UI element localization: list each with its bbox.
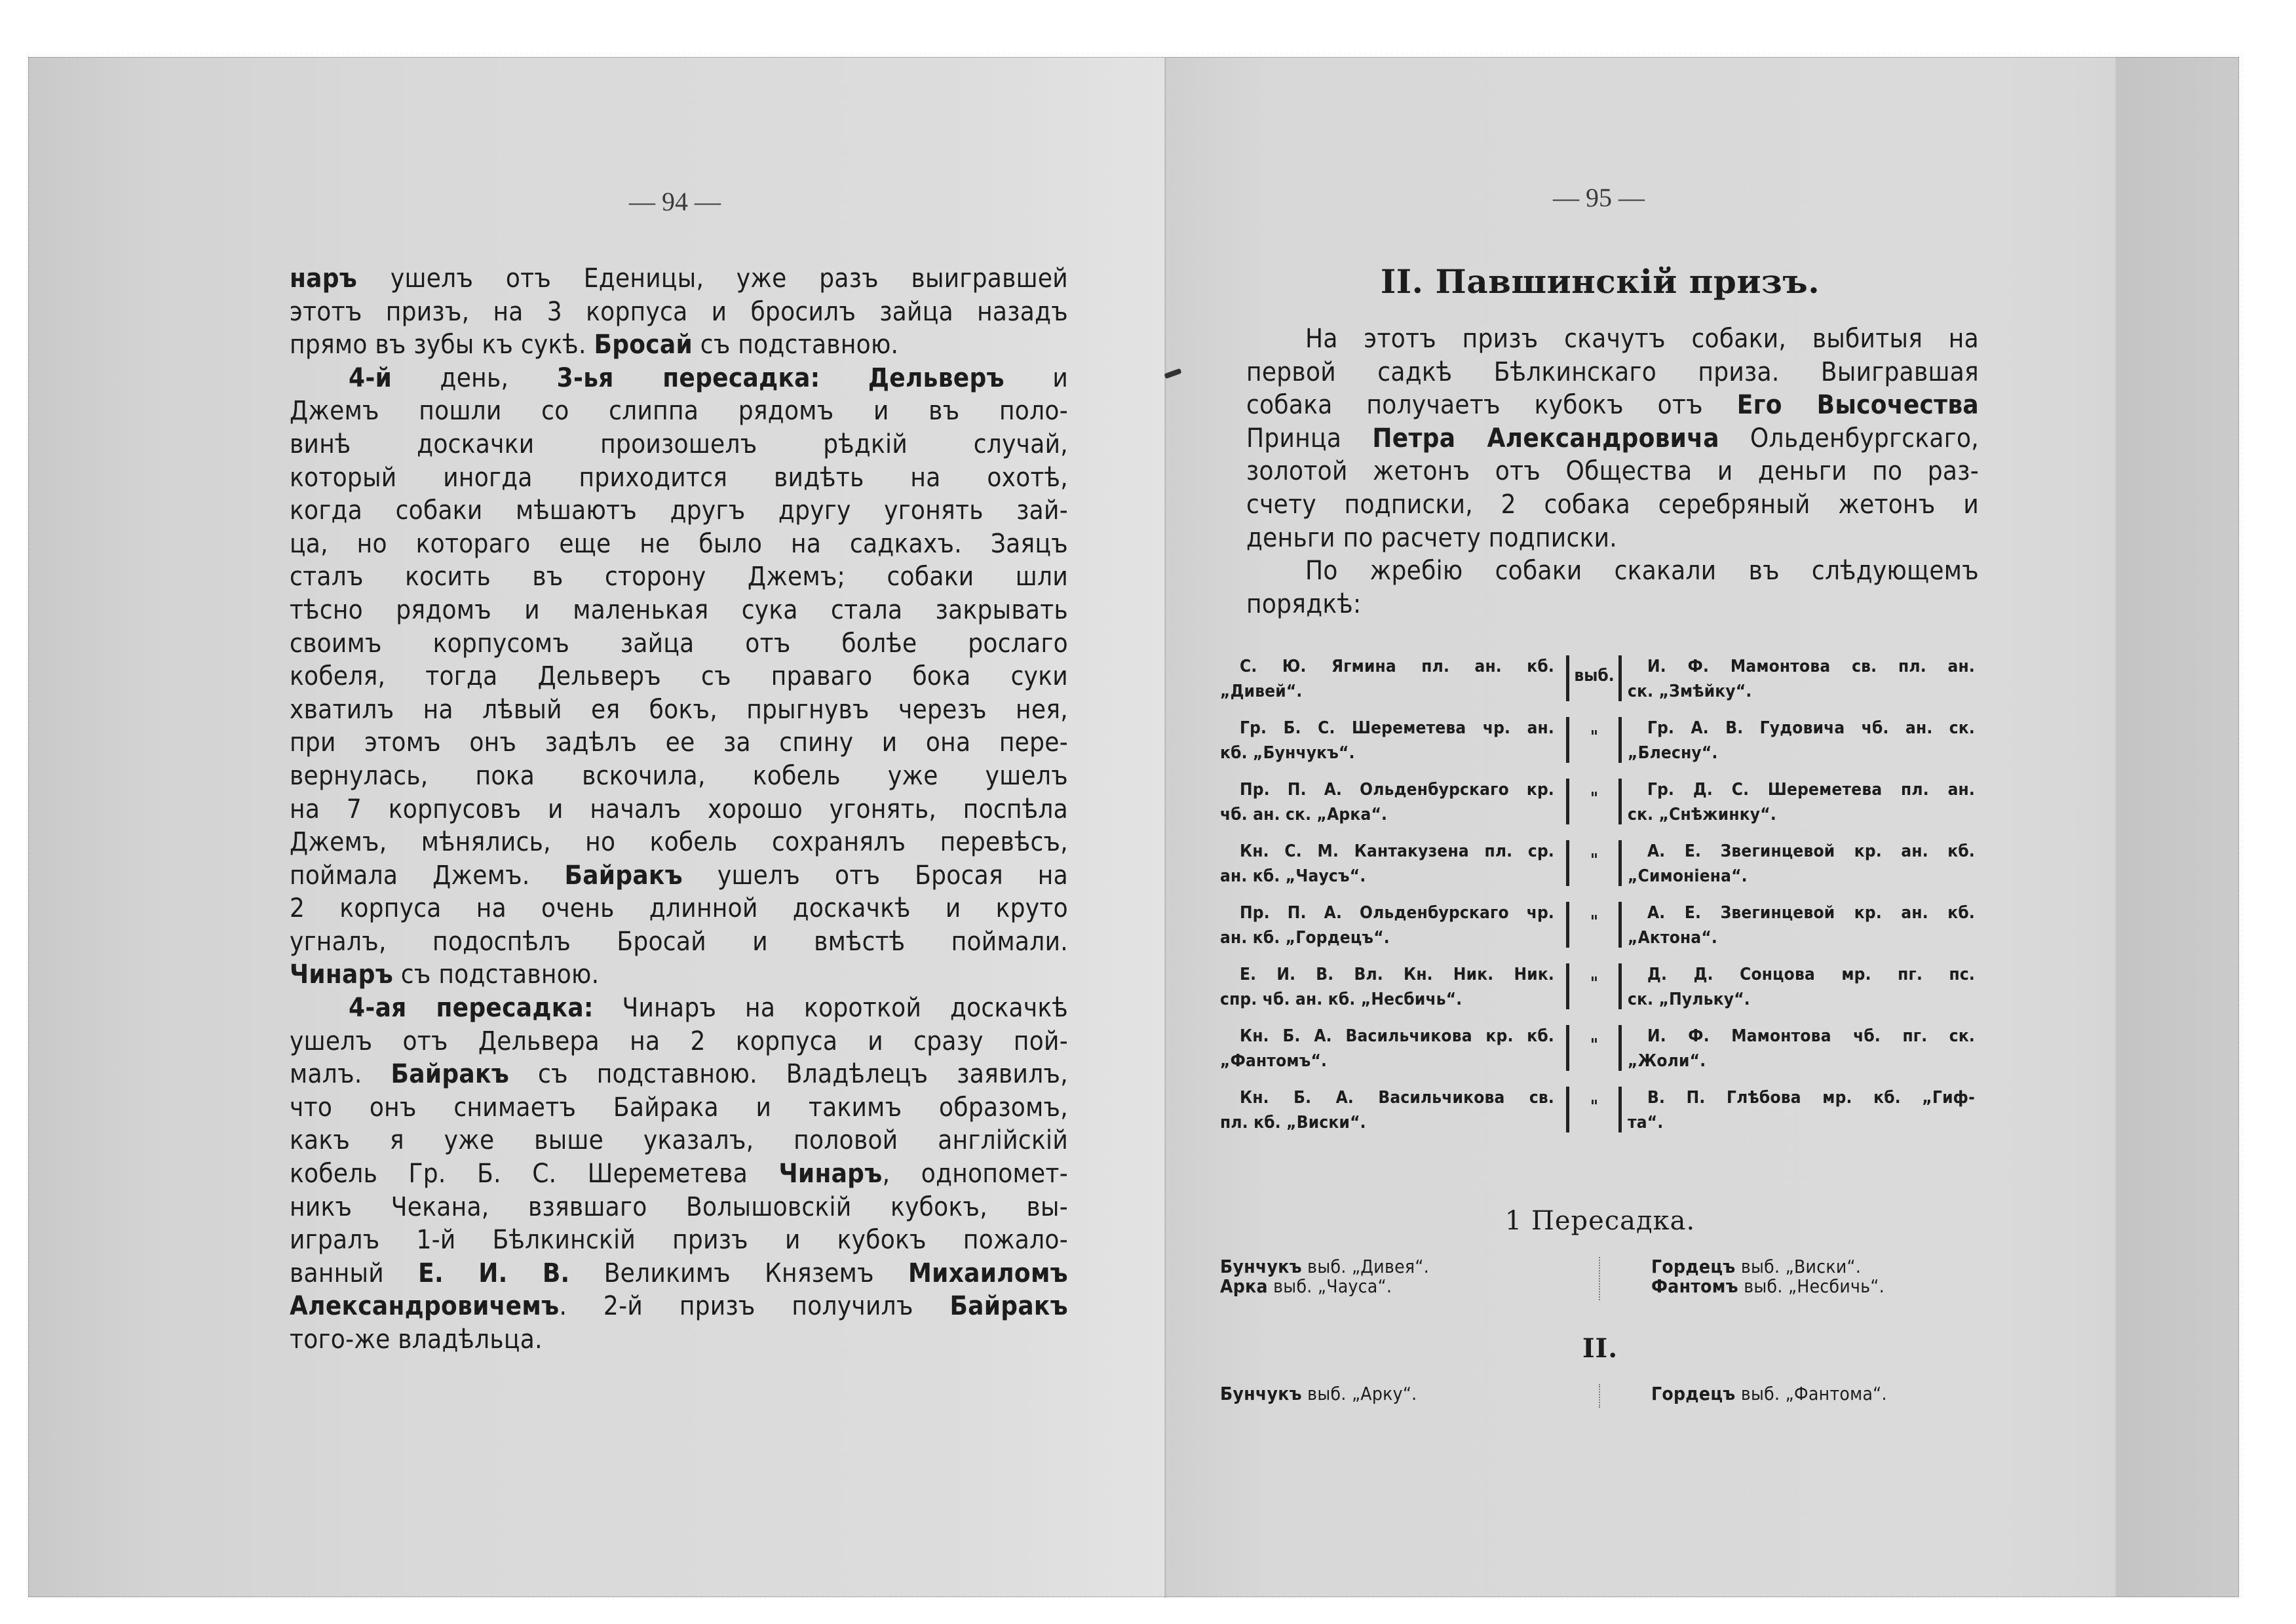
versus-label: "	[1590, 851, 1599, 870]
bold-text: Байракъ	[564, 860, 683, 891]
entry-line: А. Е. Звегинцевой кр. ан. кб.	[1647, 841, 1975, 861]
text-line	[290, 594, 1068, 627]
text-run: На этотъ призъ скачутъ собаки, выбитыя на	[1305, 324, 1979, 354]
text-line	[1246, 422, 1979, 455]
text-line	[290, 328, 1068, 362]
text-line	[290, 1157, 1068, 1191]
text-run: ушелъ отъ Бросая на	[683, 860, 1068, 891]
result-entry	[1651, 1277, 1885, 1296]
text-line	[290, 1025, 1068, 1058]
beat-label: выб.	[1267, 1275, 1318, 1297]
column-rule	[1618, 1025, 1622, 1071]
text-run: съ подставною. Владѣлецъ заявилъ,	[509, 1059, 1068, 1090]
text-line	[1246, 322, 1979, 356]
text-run: на 7 корпусовъ и началъ хорошо угонять, поспѣла	[290, 794, 1068, 824]
bold-text: 4-й	[349, 362, 392, 393]
text-run: какъ я уже выше указалъ, половой англійскій	[290, 1125, 1068, 1156]
text-line	[1246, 455, 1979, 488]
text-run: этотъ призъ, на 3 корпуса и бросилъ зайца назадъ	[290, 296, 1068, 327]
text-line	[1246, 588, 1979, 621]
bold-text: 3-ья пересадка:	[556, 362, 820, 393]
text-run: малъ.	[290, 1059, 391, 1090]
text-line	[1246, 389, 1979, 422]
right-page-number: — 95 —	[1553, 183, 1645, 212]
text-run: день,	[392, 362, 557, 393]
entry-line: Гр. Д. С. Шереметева пл. ан.	[1647, 780, 1975, 800]
text-run: тѣсно рядомъ и маленькая сука стала закрывать	[290, 594, 1068, 625]
entry-line: „Фантомъ“.	[1220, 1051, 1328, 1071]
winner-name: Гордецъ	[1651, 1383, 1736, 1404]
text-run: Джемъ, мѣнялись, но кобель сохранялъ перевѣсъ,	[290, 827, 1068, 858]
bold-text: 4-ая пересадка:	[349, 993, 594, 1024]
column-rule	[1566, 655, 1569, 701]
loser-name: „Виски“.	[1785, 1256, 1862, 1277]
column-rule	[1566, 717, 1569, 763]
beat-label: выб.	[1735, 1256, 1786, 1277]
bold-text: Е. И. В.	[418, 1258, 570, 1288]
text-line	[290, 494, 1068, 528]
text-line	[1246, 488, 1979, 522]
column-rule	[1618, 963, 1622, 1009]
text-run: Великимъ Княземъ	[569, 1258, 909, 1288]
text-run: ушелъ отъ Еденицы, уже разъ выигравшей	[390, 263, 1068, 294]
entry-line: „Дивей“.	[1220, 682, 1303, 701]
ink-mark	[1164, 368, 1181, 379]
text-line	[290, 958, 1068, 992]
text-run: По жребію собаки скакали въ слѣдующемъ	[1305, 556, 1979, 587]
entry-line: В. П. Глѣбова мр. кб. „Гиф-	[1647, 1088, 1975, 1108]
text-run: первой садкѣ Бѣлкинскаго приза. Выигравшая	[1246, 357, 1979, 387]
entry-line: ск. „Снѣжинку“.	[1628, 805, 1776, 824]
draw-pair-row	[1220, 654, 1980, 713]
text-line	[290, 1058, 1068, 1091]
text-run: хватилъ на лѣвый ея бокъ, прыгнувъ черезъ нея,	[290, 694, 1068, 725]
column-rule	[1566, 779, 1569, 824]
entry-line: ск. „Змѣйку“.	[1628, 682, 1752, 701]
entry-line: ск. „Пульку“.	[1628, 990, 1750, 1009]
loser-name: „Арку“.	[1351, 1383, 1417, 1404]
text-line	[290, 362, 1068, 395]
text-run: вернулась, пока вскочила, кобель уже ушелъ	[290, 760, 1068, 791]
versus-label: выб.	[1574, 666, 1615, 686]
draw-pair-row	[1220, 1024, 1980, 1083]
entry-line: С. Ю. Ягмина пл. ан. кб.	[1240, 657, 1554, 676]
entry-line: Пр. П. А. Ольденбурскаго кр.	[1240, 780, 1554, 800]
text-run: порядкѣ:	[1246, 589, 1362, 619]
text-line	[290, 1257, 1068, 1290]
left-dog-entry	[1220, 654, 1554, 704]
text-line	[290, 1323, 1068, 1357]
text-run: съ подставною.	[393, 959, 600, 990]
entry-line: Кн. Б. А. Васильчикова кр. кб.	[1240, 1026, 1554, 1046]
text-line	[290, 461, 1068, 495]
text-line	[290, 1290, 1068, 1323]
text-run: Ольденбургскаго,	[1719, 423, 1979, 454]
text-run: . 2-й призъ получилъ	[559, 1291, 950, 1322]
bold-text: Байракъ	[391, 1059, 510, 1090]
winner-name: Фантомъ	[1651, 1275, 1738, 1297]
entry-line: Гр. А. В. Гудовича чб. ан. ск.	[1647, 718, 1975, 738]
beat-label: выб.	[1735, 1383, 1786, 1404]
text-line	[290, 992, 1068, 1025]
text-run: при этомъ онъ задѣлъ ее за спину и она пере-	[290, 727, 1068, 758]
loser-name: „Чауса“.	[1317, 1275, 1392, 1297]
versus-label: "	[1590, 1097, 1599, 1117]
round1-results	[1220, 1257, 1980, 1303]
column-divider	[1599, 1257, 1601, 1300]
text-run: того-же владѣльца.	[290, 1324, 543, 1355]
entry-line: А. Е. Звегинцевой кр. ан. кб.	[1647, 903, 1975, 923]
winner-name: Бунчукъ	[1220, 1383, 1302, 1404]
text-run: деньги по расчету подписки.	[1246, 522, 1618, 553]
versus-label: "	[1590, 789, 1599, 809]
text-run: 2 корпуса на очень длинной доскачкѣ и круто	[290, 893, 1068, 924]
text-run: который иногда приходится видѣть на охотѣ,	[290, 462, 1068, 493]
beat-label: выб.	[1738, 1275, 1788, 1297]
draw-pair-row	[1220, 839, 1980, 898]
entry-line: Гр. Б. С. Шереметева чр. ан.	[1240, 718, 1554, 738]
text-run: ванный	[290, 1258, 419, 1288]
text-run: поймала Джемъ.	[290, 860, 565, 891]
text-run: никъ Чекана, взявшаго Волышовскій кубокъ, вы-	[290, 1191, 1068, 1222]
right-dog-entry	[1628, 777, 1975, 827]
round2-results	[1220, 1384, 1980, 1410]
book-gutter	[1164, 58, 1166, 1598]
entry-line: Кн. Б. А. Васильчикова св.	[1240, 1088, 1554, 1108]
column-rule	[1566, 1025, 1569, 1071]
entry-line: И. Ф. Мамонтова св. пл. ан.	[1647, 657, 1975, 676]
result-entry	[1651, 1384, 1887, 1404]
column-rule	[1618, 779, 1622, 824]
beat-label: выб.	[1301, 1256, 1352, 1277]
result-entry	[1220, 1277, 1392, 1296]
text-line	[290, 892, 1068, 925]
right-dog-entry	[1628, 839, 1975, 889]
text-run: счету подписки, 2 собака серебряный жетонъ и	[1246, 489, 1979, 520]
draw-pair-row	[1220, 1085, 1980, 1144]
text-line	[1246, 522, 1979, 555]
left-dog-entry	[1220, 900, 1554, 950]
entry-line: „Жоли“.	[1628, 1051, 1706, 1071]
column-rule	[1618, 1087, 1622, 1132]
versus-label: "	[1590, 727, 1599, 747]
column-rule	[1566, 1087, 1569, 1132]
draw-pair-row	[1220, 962, 1980, 1021]
left-dog-entry	[1220, 1024, 1554, 1073]
entry-line: пл. кб. „Виски“.	[1220, 1113, 1366, 1132]
left-dog-entry	[1220, 777, 1554, 827]
text-run: сталъ косить въ сторону Джемъ; собаки шли	[290, 562, 1068, 592]
entry-line: Кн. С. М. Кантакузена пл. ср.	[1240, 841, 1554, 861]
text-line	[290, 560, 1068, 594]
text-line	[290, 826, 1068, 859]
text-line	[290, 859, 1068, 893]
text-line	[290, 296, 1068, 329]
bold-text: Чинаръ	[290, 959, 394, 990]
text-run: собака получаетъ кубокъ отъ	[1246, 390, 1737, 421]
winner-name: Бунчукъ	[1220, 1256, 1302, 1277]
right-dog-entry	[1628, 900, 1975, 950]
text-line	[290, 726, 1068, 760]
text-run: съ подставною.	[693, 330, 899, 360]
column-rule	[1566, 963, 1569, 1009]
right-dog-entry	[1628, 654, 1975, 704]
column-divider	[1599, 1384, 1601, 1408]
section-heading: II. Павшинскій призъ.	[1380, 262, 1820, 301]
bold-text: Александровичемъ	[290, 1291, 560, 1322]
entry-line: Пр. П. А. Ольденбурскаго чр.	[1240, 903, 1554, 923]
entry-line: „Симонiена“.	[1628, 866, 1748, 886]
left-dog-entry	[1220, 1085, 1554, 1135]
text-run: винѣ доскачки произошелъ рѣдкій случай,	[290, 429, 1068, 459]
bold-text: Чинаръ	[778, 1159, 883, 1189]
text-run	[820, 363, 868, 393]
loser-name: „Несбичь“.	[1788, 1275, 1885, 1297]
result-entry	[1220, 1257, 1429, 1277]
intro-paragraph	[1246, 322, 1979, 621]
column-rule	[1618, 840, 1622, 886]
text-run: что онъ снимаетъ Байрака и такимъ образомъ,	[290, 1092, 1068, 1123]
text-line	[290, 1091, 1068, 1125]
text-line	[290, 760, 1068, 793]
text-run: Чинаръ на короткой доскачкѣ	[593, 993, 1068, 1024]
text-run: угналъ, подоспѣлъ Бросай и вмѣстѣ поймали.	[290, 926, 1068, 957]
text-run: , однопомет-	[882, 1159, 1068, 1189]
text-run: ушелъ отъ Дельвера на 2 корпуса и сразу пой-	[290, 1026, 1068, 1056]
result-entry	[1220, 1384, 1417, 1404]
result-entry	[1651, 1257, 1861, 1277]
versus-label: "	[1590, 974, 1599, 994]
text-run: своимъ корпусомъ зайца отъ болѣе рослаго	[290, 628, 1068, 659]
text-run: золотой жетонъ отъ Общества и деньги по раз-	[1246, 456, 1979, 487]
left-page-text	[290, 262, 1068, 1357]
entry-line: та“.	[1628, 1113, 1664, 1132]
entry-line: „Блесну“.	[1628, 743, 1718, 763]
entry-line: „Актона“.	[1628, 928, 1717, 948]
bold-text: наръ	[290, 263, 391, 294]
text-line	[290, 627, 1068, 661]
text-line	[290, 262, 1068, 296]
text-line	[1246, 554, 1979, 588]
entry-line: Е. И. В. Вл. Кн. Ник. Ник.	[1240, 965, 1554, 984]
entry-line: чб. ан. ск. „Арка“.	[1220, 805, 1388, 824]
left-page-number: — 94 —	[629, 187, 721, 216]
left-dog-entry	[1220, 839, 1554, 889]
round2-title: II.	[1582, 1333, 1618, 1364]
right-dog-entry	[1628, 962, 1975, 1012]
text-run: кобель Гр. Б. С. Шереметева	[290, 1159, 779, 1189]
draw-pair-row	[1220, 900, 1980, 959]
left-dog-entry	[1220, 962, 1554, 1012]
text-line	[290, 1124, 1068, 1157]
bold-text: Байракъ	[949, 1291, 1068, 1322]
entry-line: Д. Д. Сонцова мр. пг. пс.	[1647, 965, 1975, 984]
text-run: игралъ 1-й Бѣлкинскій призъ и кубокъ пожало-	[290, 1225, 1068, 1256]
draw-pair-row	[1220, 777, 1980, 836]
text-line	[290, 925, 1068, 959]
text-line	[1246, 356, 1979, 389]
bold-text: Дельверъ	[868, 362, 1004, 393]
entry-line: ан. кб. „Чаусъ“.	[1220, 866, 1366, 886]
text-run: Принца	[1246, 423, 1373, 454]
versus-label: "	[1590, 912, 1599, 932]
text-run: ца, но котораго еще не было на садкахъ. Заяцъ	[290, 528, 1068, 559]
entry-line: спр. чб. ан. кб. „Несбичь“.	[1220, 990, 1463, 1009]
versus-label: "	[1590, 1035, 1599, 1055]
text-run: прямо въ зубы къ сукѣ.	[290, 330, 594, 360]
text-line	[290, 428, 1068, 461]
loser-name: „Фантома“.	[1785, 1383, 1887, 1404]
right-dog-entry	[1628, 1085, 1975, 1135]
entry-line: кб. „Бунчукъ“.	[1220, 743, 1355, 763]
bold-text: Его Высочества	[1736, 390, 1979, 421]
column-rule	[1618, 717, 1622, 763]
text-line	[290, 395, 1068, 428]
bold-text: Бросай	[594, 330, 693, 360]
text-run: и	[1004, 362, 1069, 393]
loser-name: „Дивея“.	[1351, 1256, 1429, 1277]
text-run: Джемъ пошли со слиппа рядомъ и въ поло-	[290, 396, 1068, 427]
bold-text: Петра Александровича	[1372, 423, 1719, 454]
text-run: кобеля, тогда Дельверъ съ праваго бока суки	[290, 661, 1068, 692]
draw-pair-row	[1220, 716, 1980, 775]
round1-title: 1 Пересадка.	[1504, 1206, 1696, 1236]
text-line	[290, 528, 1068, 561]
winner-name: Гордецъ	[1651, 1256, 1736, 1277]
beat-label: выб.	[1301, 1383, 1352, 1404]
entry-line: И. Ф. Мамонтова чб. пг. ск.	[1647, 1026, 1975, 1046]
entry-line: ан. кб. „Гордецъ“.	[1220, 928, 1390, 948]
winner-name: Арка	[1220, 1275, 1268, 1297]
right-dog-entry	[1628, 1024, 1975, 1073]
text-line	[290, 660, 1068, 693]
text-line	[290, 1224, 1068, 1257]
column-rule	[1566, 902, 1569, 948]
column-rule	[1566, 840, 1569, 886]
text-line	[290, 693, 1068, 727]
text-line	[290, 1191, 1068, 1224]
column-rule	[1618, 655, 1622, 701]
bold-text: Михаиломъ	[908, 1258, 1069, 1288]
column-rule	[1618, 902, 1622, 948]
text-line	[290, 793, 1068, 826]
left-dog-entry	[1220, 716, 1554, 765]
text-run: когда собаки мѣшаютъ другъ другу угонять зай-	[290, 495, 1068, 526]
right-dog-entry	[1628, 716, 1975, 765]
